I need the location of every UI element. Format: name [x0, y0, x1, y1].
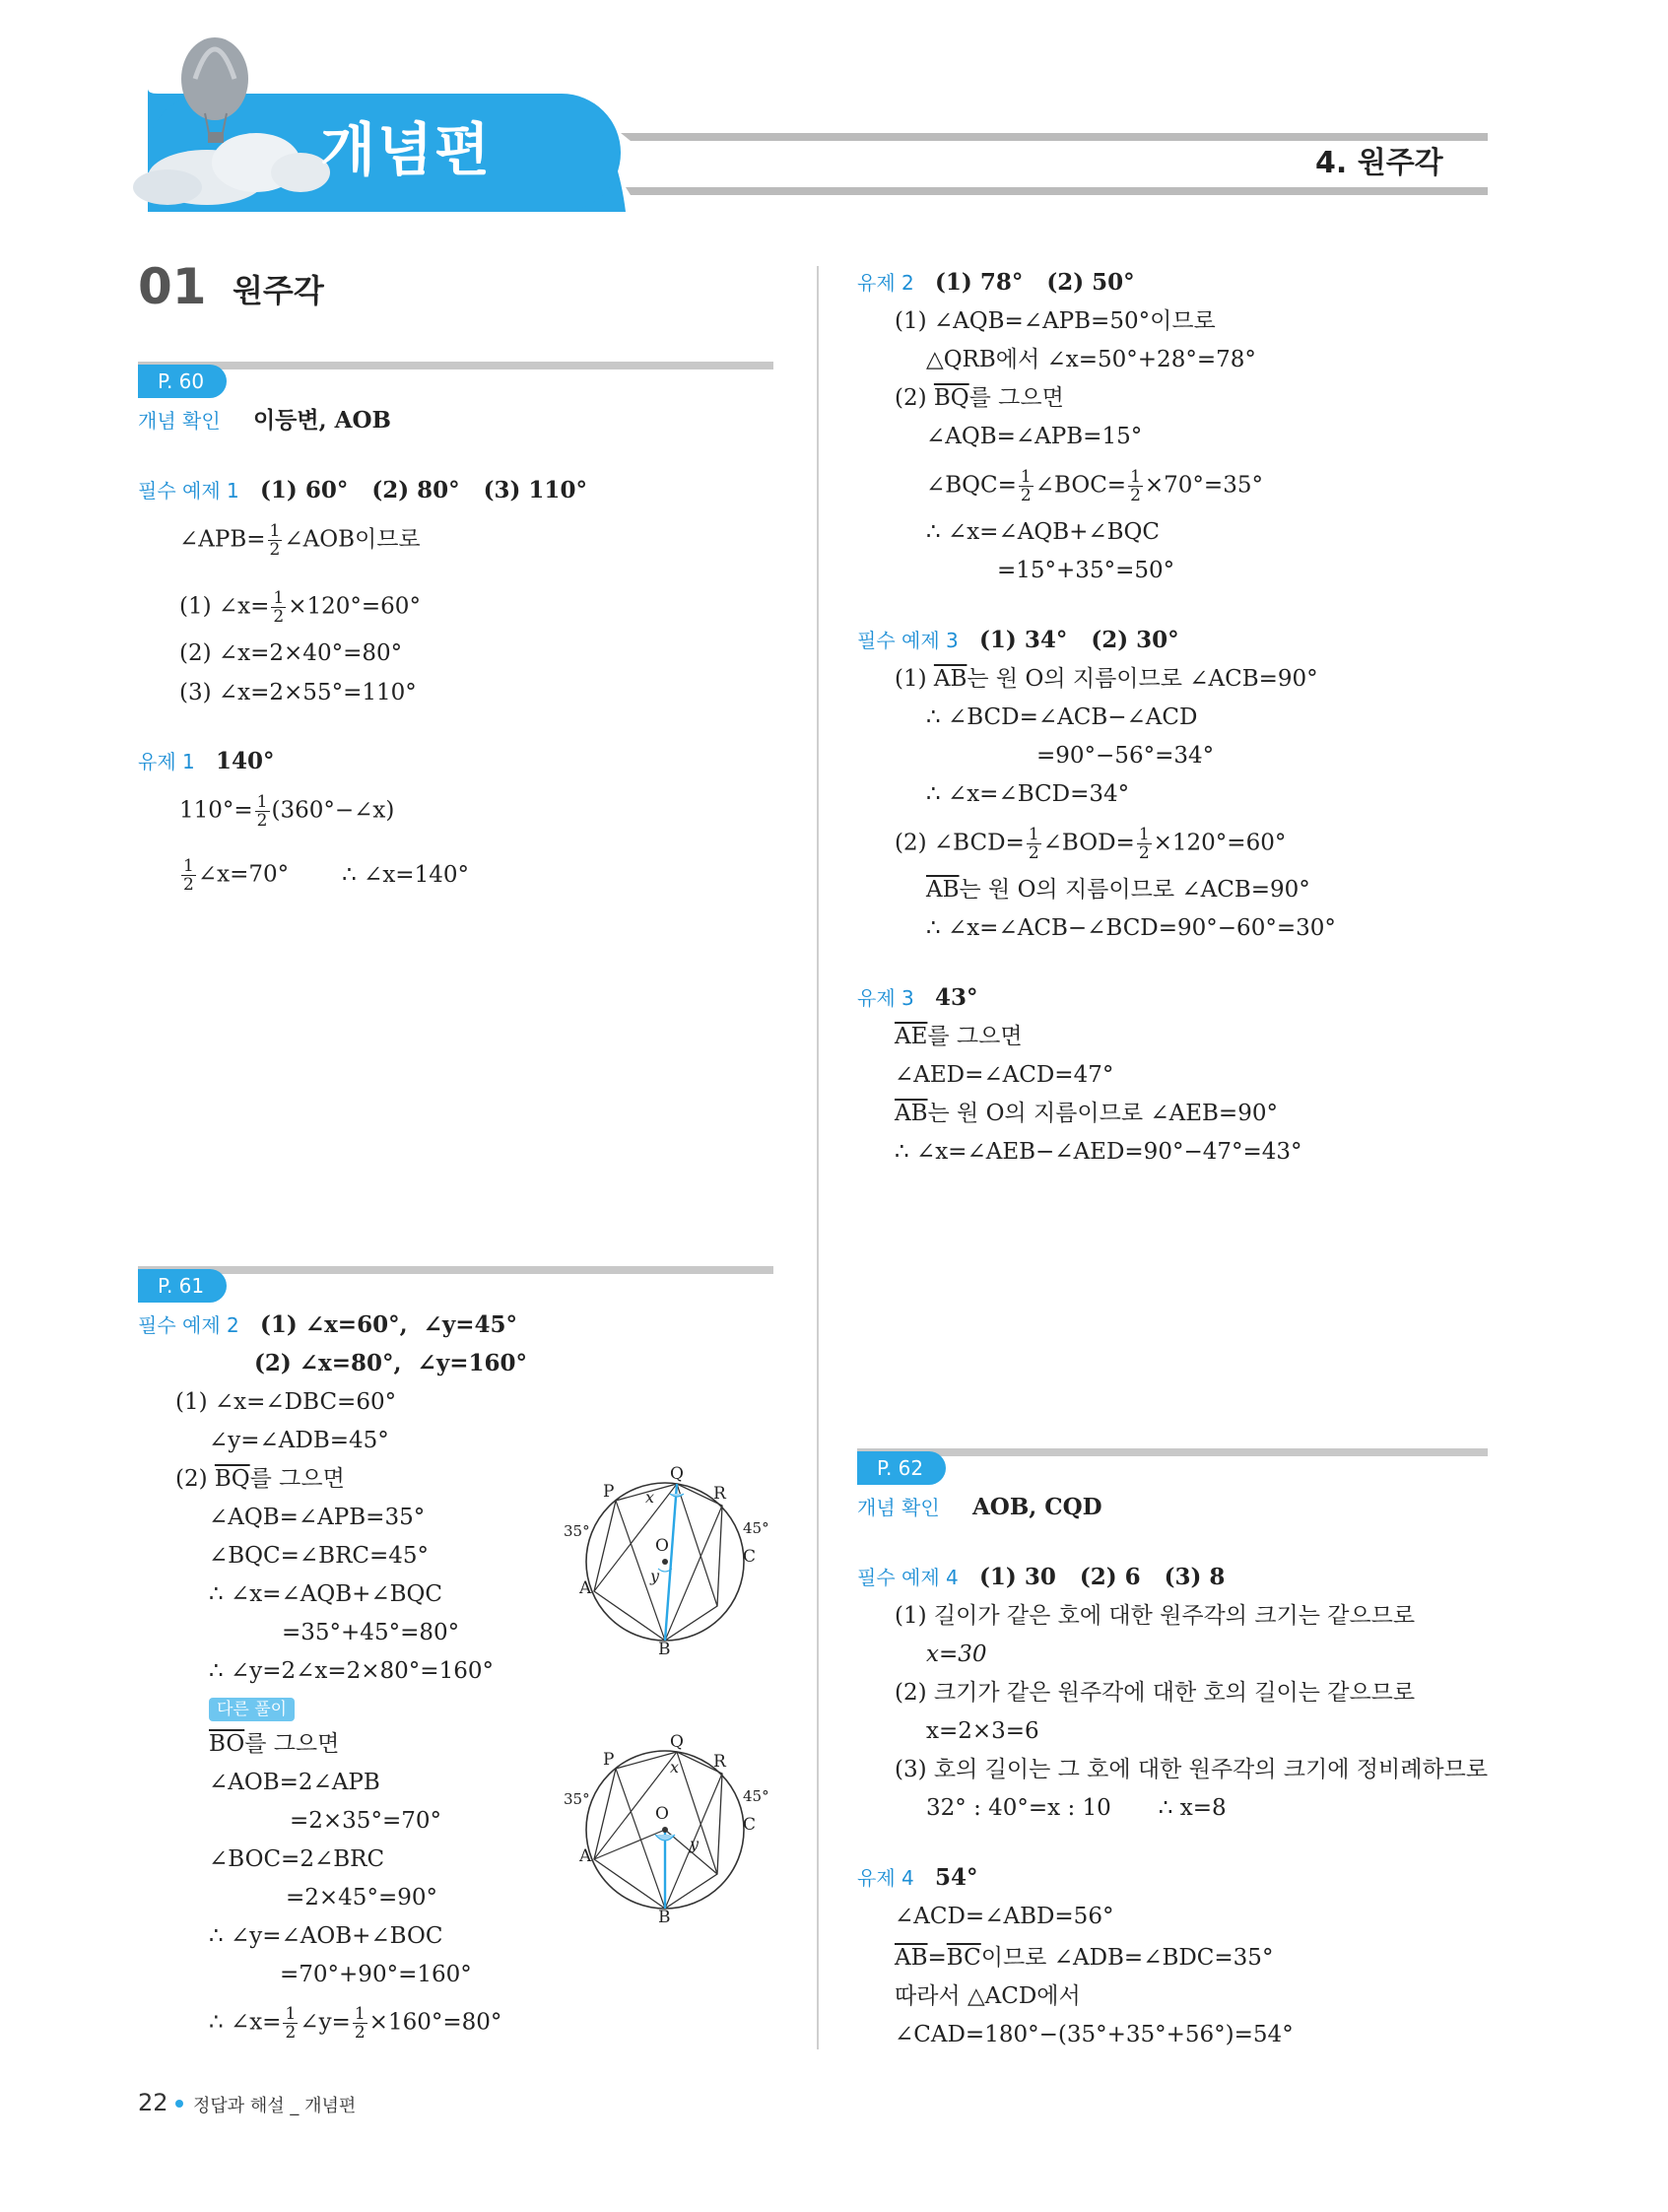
ex4-line4: x=2×3=6: [926, 1718, 1039, 1744]
ex2-line5: ∠BQC=∠BRC=45°: [209, 1543, 430, 1569]
alt-line5: =2×45°=90°: [286, 1885, 437, 1910]
y2-line7: =15°+35°=50°: [997, 558, 1175, 583]
fig2-label-P: P: [603, 1750, 615, 1770]
concept-label: 개념 확인: [138, 409, 221, 433]
fig1-label-45: 45°: [743, 1519, 769, 1537]
y1-line1: 110°= $\frac{1}{2}$ (360°−∠x): [179, 792, 395, 831]
header-graphic: [0, 0, 1668, 227]
ex2-line2: ∠y=∠ADB=45°: [209, 1428, 389, 1453]
ex4-line3: (2) 크기가 같은 원주각에 대한 호의 길이는 같으므로: [895, 1680, 1416, 1706]
y2-line4: ∠AQB=∠APB=15°: [926, 424, 1143, 449]
page-number: 22: [138, 2089, 168, 2116]
ex2-line8: ∴ ∠y=2∠x=2×80°=160°: [209, 1658, 494, 1684]
circle-figure-2: [562, 1726, 768, 1933]
example-4-header: 필수 예제 4 (1) 30 (2) 6 (3) 8: [857, 1564, 1226, 1590]
ex3-line4: ∴ ∠x=∠BCD=34°: [926, 781, 1130, 807]
alt-line7: =70°+90°=160°: [280, 1962, 472, 1987]
page-bar-61: [138, 1266, 773, 1274]
exercise-3-header: 유제 3 43°: [857, 984, 978, 1011]
ex4-line1: (1) 길이가 같은 호에 대한 원주각의 크기는 같으므로: [895, 1603, 1416, 1629]
example-label: 필수 예제 1: [138, 479, 239, 503]
exercise-1-header: 유제 1 140°: [138, 748, 275, 774]
y2-line5: ∠BQC= $\frac{1}{2}$ ∠BOC= $\frac{1}{2}$ ×70°=35°: [926, 467, 1263, 505]
fig2-label-B: B: [658, 1908, 671, 1927]
unit-title: 원주각: [233, 272, 324, 309]
section-title: 개념편: [320, 116, 493, 183]
y4-line1: ∠ACD=∠ABD=56°: [895, 1904, 1114, 1929]
fig1-label-x: x: [645, 1488, 655, 1507]
ex3-line6: $\overline{AB}$는 원 O의 지름이므로 ∠ACB=90°: [926, 877, 1310, 903]
ex3-line3: =90°−56°=34°: [1036, 743, 1215, 769]
ex3-line1: (1) $\overline{AB}$는 원 O의 지름이므로 ∠ACB=90°: [895, 666, 1318, 692]
page-tag-62: P. 62: [857, 1451, 946, 1485]
y3-line4: ∴ ∠x=∠AEB−∠AED=90°−47°=43°: [895, 1139, 1302, 1165]
y4-line4: ∠CAD=180°−(35°+35°+56°)=54°: [895, 2022, 1294, 2047]
fig2-label-y: y: [690, 1835, 700, 1853]
alt-line8: ∴ ∠x= $\frac{1}{2}$ ∠y= $\frac{1}{2}$ ×160°=80°: [209, 2004, 502, 2043]
alt-line3: =2×35°=70°: [290, 1808, 441, 1834]
y4-line2: $\overline{AB}=\overline{BC}$이므로 ∠ADB=∠BDC=35°: [895, 1945, 1274, 1971]
footer-dot: [175, 2100, 183, 2108]
fig2-label-45: 45°: [743, 1787, 769, 1805]
fig2-label-A: A: [579, 1846, 592, 1866]
y3-line1: $\overline{AE}$를 그으면: [895, 1024, 1023, 1049]
concept-check-62: 개념 확인 AOB, CQD: [857, 1494, 1102, 1520]
fig1-label-P: P: [603, 1482, 615, 1502]
ex2-answer-2: (2) ∠x=80°, ∠y=160°: [254, 1350, 527, 1376]
chapter-title: 4. 원주각: [1315, 146, 1443, 180]
fig1-label-A: A: [579, 1578, 592, 1598]
y3-line2: ∠AED=∠ACD=47°: [895, 1062, 1114, 1088]
alt-line1: $\overline{BO}$를 그으면: [209, 1731, 340, 1757]
ex1-line1: ∠APB= $\frac{1}{2}$ ∠AOB이므로: [179, 521, 421, 560]
page-bar-60: [138, 362, 773, 369]
other-solution: 다른 풀이: [209, 1693, 295, 1724]
fig1-label-R: R: [713, 1484, 726, 1504]
alt-line4: ∠BOC=2∠BRC: [209, 1846, 385, 1872]
fig1-label-y: y: [650, 1567, 660, 1585]
unit-number: 01: [138, 258, 207, 315]
fig1-label-Q: Q: [670, 1464, 684, 1484]
ex3-line5: (2) ∠BCD= $\frac{1}{2}$ ∠BOD= $\frac{1}{2}$ ×120°=60°: [895, 825, 1287, 863]
page-tag-61: P. 61: [138, 1269, 227, 1303]
ex2-line1: (1) ∠x=∠DBC=60°: [175, 1389, 397, 1415]
concept-check-60: [138, 406, 391, 436]
fig2-label-Q: Q: [670, 1732, 684, 1752]
page-bar-62: [857, 1448, 1488, 1456]
header-banner: [0, 0, 1668, 227]
footer-text: 정답과 해설 _ 개념편: [193, 2096, 357, 2116]
ex1-line2: (1) ∠x= $\frac{1}{2}$ ×120°=60°: [179, 588, 421, 627]
ex2-line3: (2) $\overline{BQ}$를 그으면: [175, 1466, 345, 1492]
ex4-line6: 32° : 40°=x : 10 ∴ x=8: [926, 1795, 1227, 1821]
fig1-label-C: C: [743, 1547, 757, 1567]
fig2-label-R: R: [713, 1752, 726, 1772]
example-3-header: 필수 예제 3 (1) 34° (2) 30°: [857, 627, 1179, 653]
fig2-label-x: x: [670, 1758, 680, 1776]
ex4-line2: x=30: [926, 1642, 987, 1667]
y2-line6: ∴ ∠x=∠AQB+∠BQC: [926, 519, 1160, 545]
fig2-label-C: C: [743, 1815, 757, 1835]
example-1-header: [138, 476, 587, 505]
exercise-2-header: 유제 2 (1) 78° (2) 50°: [857, 269, 1135, 296]
fig1-label-35: 35°: [564, 1522, 590, 1540]
fig1-label-B: B: [658, 1640, 671, 1659]
concept-answer: 이등변, AOB: [252, 407, 391, 434]
y2-line3: (2) $\overline{BQ}$를 그으면: [895, 385, 1064, 411]
ex4-line5: (3) 호의 길이는 그 호에 대한 원주각의 크기에 정비례하므로: [895, 1757, 1489, 1782]
ex2-line4: ∠AQB=∠APB=35°: [209, 1505, 426, 1530]
y2-line2: △QRB에서 ∠x=50°+28°=78°: [926, 347, 1256, 372]
circle-figure-1: [562, 1458, 768, 1665]
y4-line3: 따라서 △ACD에서: [895, 1983, 1081, 2009]
column-divider: [817, 266, 819, 2049]
example-answer: (1) 60° (2) 80° (3) 110°: [260, 477, 587, 503]
ex2-line6: ∴ ∠x=∠AQB+∠BQC: [209, 1581, 442, 1607]
ex2-line7: =35°+45°=80°: [282, 1620, 460, 1645]
alt-line2: ∠AOB=2∠APB: [209, 1770, 380, 1795]
alt-line6: ∴ ∠y=∠AOB+∠BOC: [209, 1923, 443, 1949]
page-tag-60: P. 60: [138, 365, 227, 398]
y2-line1: (1) ∠AQB=∠APB=50°이므로: [895, 308, 1216, 334]
exercise-4-header: 유제 4 54°: [857, 1864, 978, 1891]
y3-line3: $\overline{AB}$는 원 O의 지름이므로 ∠AEB=90°: [895, 1101, 1278, 1126]
ex3-line7: ∴ ∠x=∠ACB−∠BCD=90°−60°=30°: [926, 915, 1336, 941]
y1-line2: $\frac{1}{2}$ ∠x=70° ∴ ∠x=140°: [183, 856, 469, 895]
ex1-line3: (2) ∠x=2×40°=80°: [179, 640, 403, 666]
fig2-label-O: O: [655, 1804, 669, 1824]
ex3-line2: ∴ ∠BCD=∠ACB−∠ACD: [926, 704, 1198, 730]
fig2-label-35: 35°: [564, 1790, 590, 1808]
example-2-header: 필수 예제 2 (1) ∠x=60°, ∠y=45°: [138, 1311, 518, 1338]
ex1-line4: (3) ∠x=2×55°=110°: [179, 680, 417, 705]
fig1-label-O: O: [655, 1536, 669, 1556]
